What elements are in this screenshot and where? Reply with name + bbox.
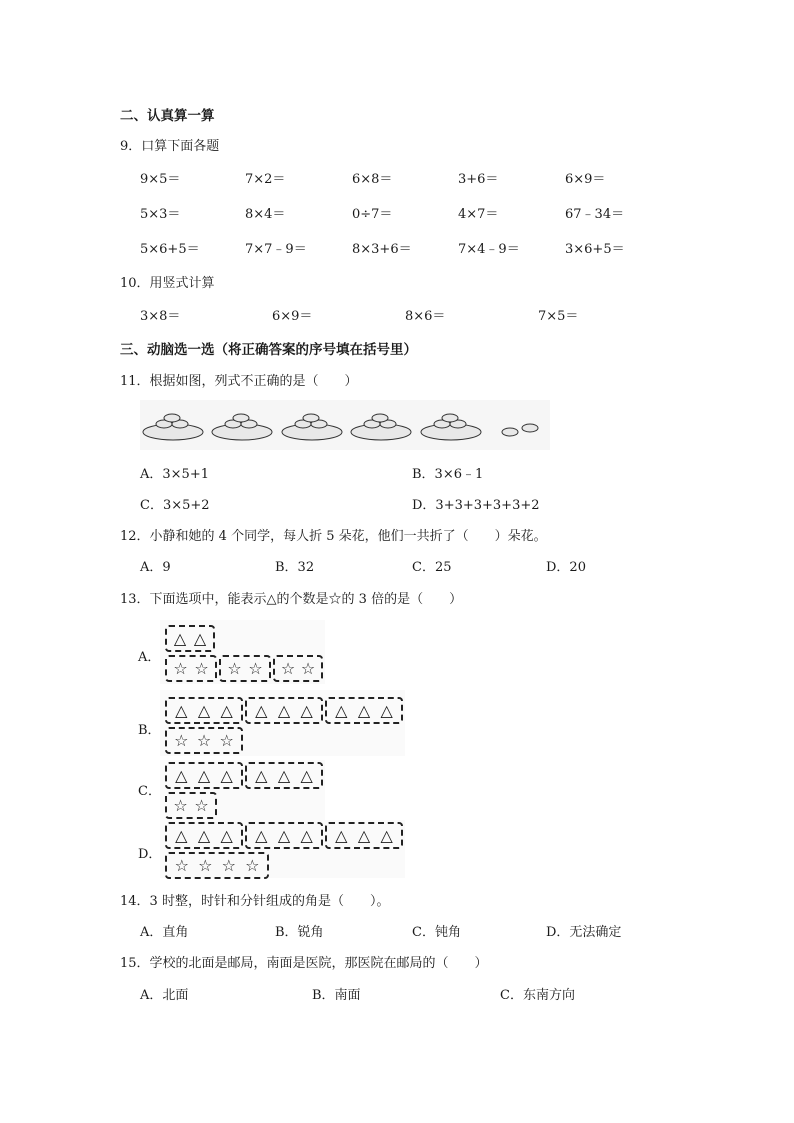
coin-plates-illustration [140,400,550,450]
star-icon: ☆ [173,795,188,815]
math-item: 7×2＝ [245,172,286,187]
q12-option-b[interactable]: B．32 [275,560,315,575]
star-group [165,655,217,682]
star-icon: ☆ [300,658,316,678]
question-9-title: 9．口算下面各题 [120,139,220,154]
q12-option-a[interactable]: A．9 [140,560,171,575]
q13-option-c-label[interactable]: C． [138,784,161,799]
math-item: 4×7＝ [458,207,499,222]
triangle-group [165,697,243,724]
q11-option-c[interactable]: C．3×5+2 [140,498,210,513]
triangle-icon: △ [255,765,268,785]
triangle-icon: △ [300,700,313,720]
math-item: 7×4﹣9＝ [458,242,520,257]
section-3-title: 三、动脑选一选（将正确答案的序号填在括号里） [120,342,417,358]
triangle-icon: △ [173,628,187,648]
triangle-icon: △ [175,700,188,720]
star-group [165,852,269,879]
triangle-icon: △ [220,825,233,845]
triangle-group [165,625,215,652]
triangle-group [325,697,403,724]
question-10-title: 10．用竖式计算 [120,276,215,291]
triangle-icon: △ [277,700,291,720]
calc-item: 3×8＝ [140,309,181,324]
question-11-title: 11．根据如图，列式不正确的是（ ） [120,374,358,389]
triangle-group [245,762,323,789]
q12-option-d[interactable]: D．20 [546,560,586,575]
question-14-title: 14．3 时整，时针和分针组成的角是（ ）。 [120,894,390,909]
triangle-icon: △ [220,765,233,785]
triangle-icon: △ [255,825,268,845]
star-icon: ☆ [248,658,263,678]
q14-option-d[interactable]: D．无法确定 [546,925,622,940]
star-group [273,655,323,682]
triangle-icon: △ [220,700,233,720]
math-item: 8×3+6＝ [352,242,412,257]
q13-option-b-label[interactable]: B． [138,723,161,738]
star-icon: ☆ [174,855,189,875]
math-item: 6×8＝ [352,172,393,187]
q13-option-a-label[interactable]: A． [138,650,161,665]
section-2-title: 二、认真算一算 [120,108,215,124]
q13-option-d-label[interactable]: D． [138,847,162,862]
star-group [165,727,243,754]
math-item: 6×9＝ [565,172,606,187]
triangle-group [165,822,243,849]
star-icon: ☆ [198,855,213,875]
math-item: 67﹣34＝ [565,207,625,222]
q11-option-b[interactable]: B．3×6﹣1 [412,467,484,482]
question-15-title: 15．学校的北面是邮局，南面是医院，那医院在邮局的（ ） [120,956,488,971]
plates-image [140,400,550,450]
math-item: 3×6+5＝ [565,242,625,257]
question-13-title: 13．下面选项中，能表示△的个数是☆的 3 倍的是（ ） [120,592,463,607]
star-icon: ☆ [196,730,212,750]
star-icon: ☆ [280,658,296,678]
q14-option-a[interactable]: A．直角 [140,925,189,940]
star-icon: ☆ [194,658,209,678]
math-item: 5×6+5＝ [140,242,200,257]
triangle-icon: △ [175,825,188,845]
triangle-icon: △ [335,825,348,845]
q11-option-d[interactable]: D．3+3+3+3+3+2 [412,498,540,513]
star-icon: ☆ [221,855,236,875]
triangle-icon: △ [380,700,393,720]
triangle-icon: △ [357,825,371,845]
triangle-icon: △ [380,825,393,845]
star-icon: ☆ [227,658,242,678]
star-icon: ☆ [245,855,260,875]
math-item: 5×3＝ [140,207,181,222]
q11-option-a[interactable]: A．3×5+1 [140,467,209,482]
question-12-title: 12．小静和她的 4 个同学，每人折 5 朵花，他们一共折了（ ）朵花。 [120,529,547,544]
triangle-icon: △ [300,765,313,785]
calc-item: 7×5＝ [538,309,579,324]
q14-option-c[interactable]: C．钝角 [412,925,461,940]
triangle-icon: △ [335,700,348,720]
math-item: 8×4＝ [245,207,286,222]
triangle-icon: △ [197,700,211,720]
q15-option-a[interactable]: A．北面 [140,988,189,1003]
triangle-icon: △ [193,628,207,648]
q15-option-b[interactable]: B．南面 [312,988,361,1003]
triangle-group [245,822,323,849]
star-group [165,792,217,819]
triangle-icon: △ [357,700,371,720]
triangle-icon: △ [277,765,291,785]
triangle-group [165,762,243,789]
math-item: 3+6＝ [458,172,499,187]
calc-item: 8×6＝ [405,309,446,324]
q15-option-c[interactable]: C．东南方向 [500,988,575,1003]
math-item: 9×5＝ [140,172,181,187]
math-item: 0÷7＝ [352,207,393,222]
star-icon: ☆ [219,730,234,750]
triangle-icon: △ [277,825,291,845]
triangle-icon: △ [197,825,211,845]
star-icon: ☆ [194,795,209,815]
triangle-group [245,697,323,724]
q12-option-c[interactable]: C．25 [412,560,452,575]
star-group [219,655,271,682]
calc-item: 6×9＝ [272,309,313,324]
triangle-group [325,822,403,849]
triangle-icon: △ [175,765,188,785]
triangle-icon: △ [255,700,268,720]
star-icon: ☆ [173,658,188,678]
star-icon: ☆ [174,730,189,750]
q14-option-b[interactable]: B．锐角 [275,925,324,940]
triangle-icon: △ [300,825,313,845]
triangle-icon: △ [197,765,211,785]
math-item: 7×7﹣9＝ [245,242,307,257]
